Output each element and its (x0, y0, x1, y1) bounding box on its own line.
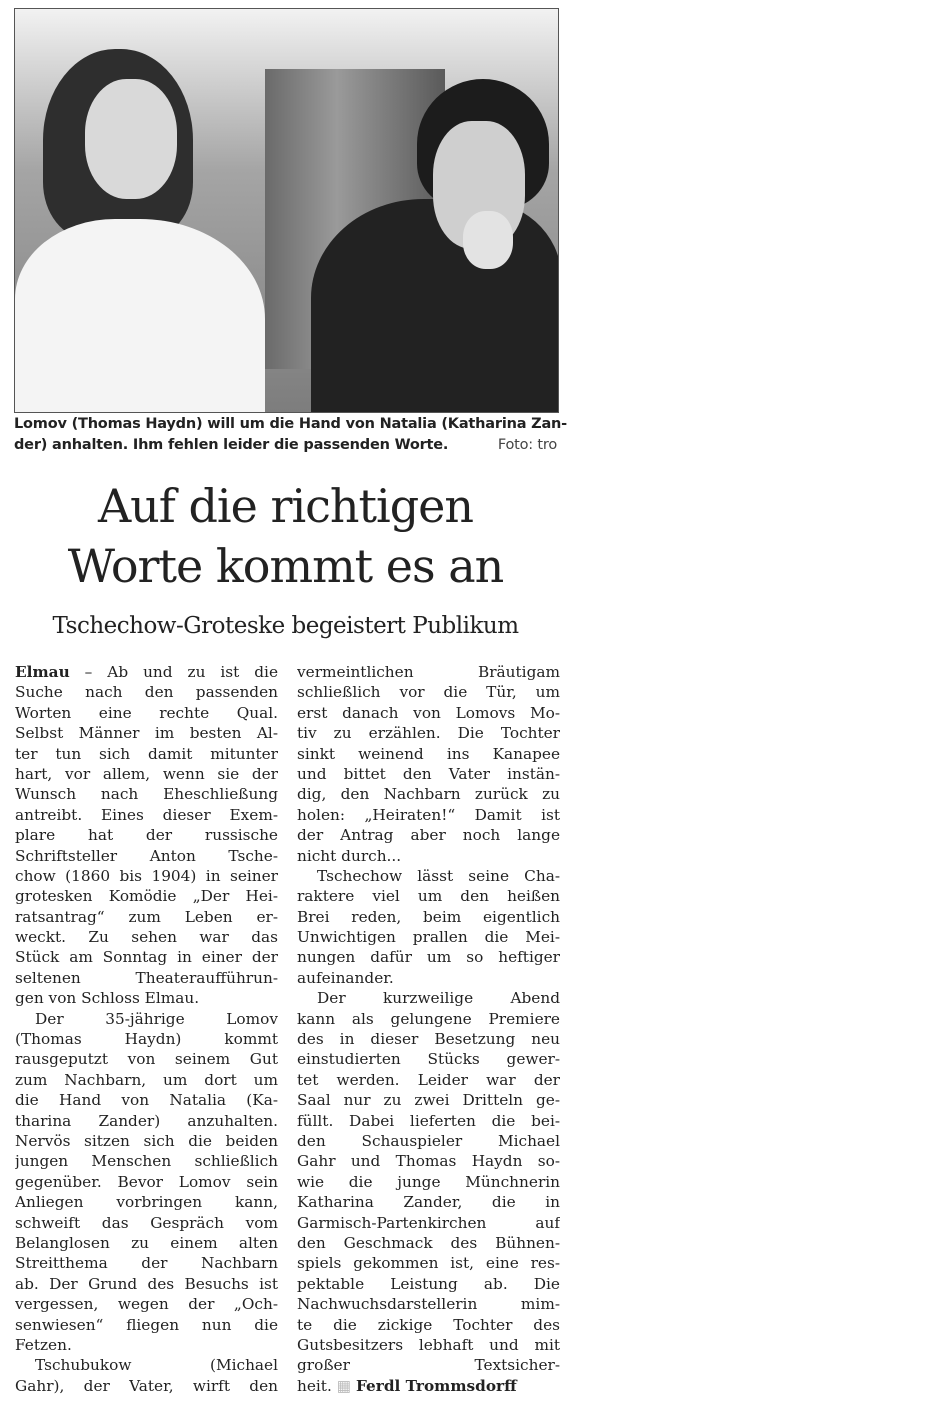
article-line: seltenen Theateraufführun- (15, 968, 278, 987)
article-line: Belanglosen zu einem alten (15, 1233, 278, 1252)
article-line: sinkt weinend ins Kanapee (297, 744, 560, 763)
article-line-text: heit. (297, 1376, 332, 1395)
article-line: rausgeputzt von seinem Gut (15, 1050, 278, 1069)
article-line: schweift das Gespräch vom (15, 1213, 278, 1232)
article-line: tharina Zander) anzuhalten. (15, 1111, 278, 1130)
article-line: ab. Der Grund des Besuchs ist (15, 1274, 278, 1293)
article-line: grotesken Komödie „Der Hei- (15, 887, 278, 906)
article-line: tet werden. Leider war der (297, 1070, 560, 1089)
article-line: Nervös sitzen sich die beiden (15, 1131, 278, 1150)
article-line: wie die junge Münchnerin (297, 1172, 560, 1191)
article-line: Gahr), der Vater, wirft den (15, 1376, 278, 1395)
article-line: Fetzen. (15, 1335, 72, 1354)
article-line: gen von Schloss Elmau. (15, 989, 200, 1008)
article-line: hart, vor allem, wenn sie der (15, 764, 278, 783)
article-line: vergessen, wegen der „Och- (15, 1295, 278, 1314)
article-line: antreibt. Eines dieser Exem- (15, 805, 278, 824)
article-line: zum Nachbarn, um dort um (15, 1070, 278, 1089)
headline (14, 476, 557, 596)
article-line: holen: „Heiraten!“ Damit ist (297, 805, 560, 824)
photo-man-hand (463, 211, 513, 269)
article-line: raktere viel um den heißen (297, 887, 560, 906)
caption-line: Lomov (Thomas Haydn) will um die Hand von Natalia (Katharina Zan- (14, 416, 567, 432)
article-line: einstudierten Stücks gewer- (297, 1050, 560, 1069)
article-line: Der 35-jährige Lomov (35, 1009, 278, 1028)
article-line (297, 1376, 560, 1396)
photo-man-jacket (311, 199, 559, 413)
author-byline: Ferdl Trommsdorff (356, 1376, 517, 1395)
article-line: tiv zu erzählen. Die Tochter (297, 724, 560, 743)
separator-icon: ▦ (331, 1376, 356, 1395)
article-line: chow (1860 bis 1904) in seiner (15, 866, 278, 885)
article-line: Unwichtigen prallen die Mei- (297, 928, 560, 947)
article-line: senwiesen“ fliegen nun die (15, 1315, 278, 1334)
article-line: ratsantrag“ zum Leben er- (15, 907, 278, 926)
article-line: die Hand von Natalia (Ka- (15, 1091, 278, 1110)
article-line: kann als gelungene Premiere (297, 1009, 560, 1028)
article-line: der Antrag aber noch lange (297, 826, 560, 845)
article-line: jungen Menschen schließlich (15, 1152, 278, 1171)
article-line: Suche nach den passenden (15, 683, 278, 702)
article-line: Schriftsteller Anton Tsche- (15, 846, 278, 865)
article-line: spiels gekommen ist, eine res- (297, 1254, 560, 1273)
dateline: Elmau (15, 663, 70, 681)
article-line: großer Textsicher- (297, 1356, 560, 1375)
article-line: Nachwuchsdarstellerin mim- (297, 1295, 560, 1314)
article-line: Stück am Sonntag in einer der (15, 948, 278, 967)
article-line: schließlich vor die Tür, um (297, 683, 560, 702)
article-column-right (297, 662, 560, 1396)
article-line: Saal nur zu zwei Dritteln ge- (297, 1091, 560, 1110)
article-line: Tschechow lässt seine Cha- (317, 866, 560, 885)
article-line (15, 662, 278, 682)
article-line: Der kurzweilige Abend (317, 989, 560, 1008)
photo-woman-face (85, 79, 177, 199)
article-line: Brei reden, beim eigentlich (297, 907, 560, 926)
article-line: Streitthema der Nachbarn (15, 1254, 278, 1273)
article-line: (Thomas Haydn) kommt (15, 1030, 278, 1049)
article-line: Gutsbesitzers lebhaft und mit (297, 1335, 560, 1354)
article-line: Katharina Zander, die in (297, 1193, 560, 1212)
article-line: gegenüber. Bevor Lomov sein (15, 1172, 278, 1191)
photo-woman-blouse (15, 219, 265, 413)
article-line: vermeintlichen Bräutigam (297, 663, 560, 681)
article-line: den Geschmack des Bühnen- (297, 1233, 560, 1252)
photo-credit: Foto: tro (497, 437, 557, 453)
article-line: te die zickige Tochter des (297, 1315, 560, 1334)
headline-line: Auf die richtigen (97, 479, 474, 533)
article-line: nicht durch... (297, 846, 402, 865)
article-line: plare hat der russische (15, 826, 278, 845)
article-line: Gahr und Thomas Haydn so- (297, 1152, 560, 1171)
article-photo (14, 8, 559, 413)
caption-line: der) anhalten. Ihm fehlen leider die passenden Worte. (14, 437, 449, 453)
article-line: Selbst Männer im besten Al- (15, 724, 278, 743)
article-line: aufeinander. (297, 968, 394, 987)
subheadline: Tschechow-Groteske begeistert Publikum (52, 613, 519, 639)
dateline-rest: – Ab und zu ist die (69, 663, 278, 681)
article-line: ter tun sich damit mitunter (15, 744, 278, 763)
article-line: Tschubukow (Michael (35, 1356, 278, 1375)
article-line: erst danach von Lomovs Mo- (297, 703, 560, 722)
article-line: Worten eine rechte Qual. (15, 703, 278, 722)
photo-caption (14, 414, 567, 456)
headline-line: Worte kommt es an (67, 539, 504, 593)
article-line: weckt. Zu sehen war das (15, 928, 278, 947)
article-line: Garmisch-Partenkirchen auf (297, 1213, 560, 1232)
article-line: den Schauspieler Michael (297, 1131, 560, 1150)
article-line: pektable Leistung ab. Die (297, 1274, 560, 1293)
article-line: Wunsch nach Eheschließung (15, 785, 278, 804)
article-line: des in dieser Besetzung neu (297, 1030, 560, 1049)
article-line: Anliegen vorbringen kann, (15, 1193, 278, 1212)
article-line: und bittet den Vater instän- (297, 764, 560, 783)
article-line: nungen dafür um so heftiger (297, 948, 560, 967)
article-line: dig, den Nachbarn zurück zu (297, 785, 560, 804)
article-column-left (15, 662, 278, 1396)
article-line: füllt. Dabei lieferten die bei- (297, 1111, 560, 1130)
